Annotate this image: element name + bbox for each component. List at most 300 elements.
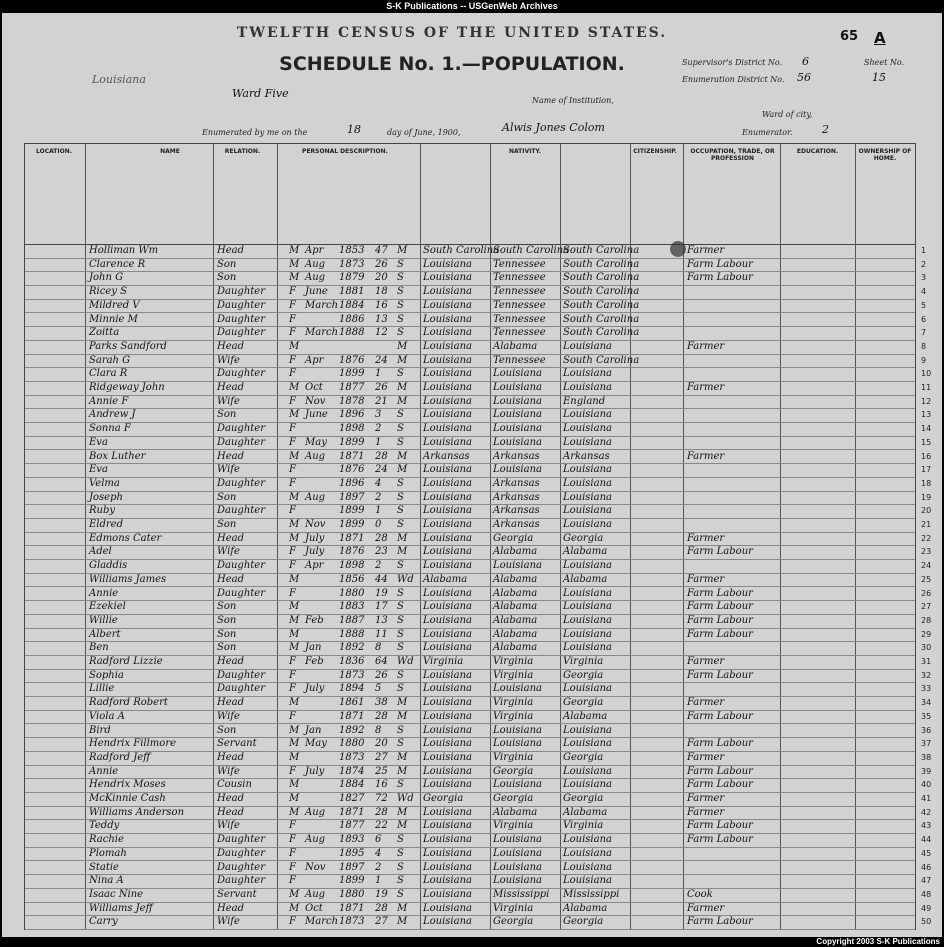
ward-label: Ward of city, <box>762 110 813 119</box>
cell-bp: Virginia <box>423 656 464 667</box>
cell-bp: Louisiana <box>423 697 472 709</box>
cell-ms: M <box>397 806 408 818</box>
cell-sex: F <box>289 765 296 777</box>
cell-rel: Head <box>217 793 245 804</box>
cell-rel: Daughter <box>217 313 265 325</box>
cell-age: 47 <box>375 245 388 256</box>
row-number: 29 <box>921 629 932 639</box>
cell-rel: Daughter <box>217 299 265 311</box>
row-number: 48 <box>921 889 932 899</box>
date-value: 18 <box>347 123 361 136</box>
cell-mon: Aug <box>305 258 326 270</box>
table-row <box>25 545 932 560</box>
cell-fp: Louisiana <box>493 847 542 859</box>
enumerator-label: Enumerator. <box>742 128 793 137</box>
cell-name: Mildred V <box>89 299 140 311</box>
cell-bp: Louisiana <box>423 477 472 489</box>
cell-rel: Daughter <box>217 683 265 695</box>
day-label: day of June, 1900, <box>387 128 461 137</box>
cell-occ: Farmer <box>687 793 725 804</box>
cell-yr: 1876 <box>339 546 365 558</box>
cell-sex: F <box>289 834 296 846</box>
cell-mon: Aug <box>305 272 326 284</box>
cell-yr: 1880 <box>339 888 365 900</box>
cell-fp: Louisiana <box>493 423 542 435</box>
cell-sex: M <box>289 902 300 914</box>
cell-yr: 1884 <box>339 779 365 791</box>
cell-fp: Tennessee <box>493 258 546 270</box>
cell-fp: Tennessee <box>493 299 546 311</box>
table-row <box>25 367 932 382</box>
cell-age: 19 <box>375 888 388 900</box>
cell-bp: Louisiana <box>423 395 472 407</box>
cell-bp: South Carolina <box>423 245 500 256</box>
cell-occ <box>687 504 779 518</box>
cell-occ: Farmer <box>687 697 725 709</box>
cell-mp: Georgia <box>563 697 604 709</box>
cell-bp: Louisiana <box>423 313 472 325</box>
cell-yr: 1880 <box>339 738 365 750</box>
cell-sex: F <box>289 286 296 298</box>
cell-name: Box Luther <box>89 450 146 462</box>
cell-rel: Head <box>217 751 245 763</box>
cell-mp: Louisiana <box>563 834 612 846</box>
cell-mp: Louisiana <box>563 724 612 736</box>
cell-name: Clara R <box>89 368 128 380</box>
cell-rel: Wife <box>217 820 240 832</box>
cell-name: Radford Robert <box>89 697 168 709</box>
cell-mp: Georgia <box>563 793 604 804</box>
cell-rel: Daughter <box>217 669 265 681</box>
row-number: 26 <box>921 588 932 598</box>
cell-occ <box>687 491 779 505</box>
census-title: TWELFTH CENSUS OF THE UNITED STATES. <box>236 25 668 41</box>
cell-occ <box>687 682 779 696</box>
cell-mp: Mississippi <box>563 888 620 900</box>
cell-name: Ezekiel <box>89 601 126 613</box>
cell-yr: 1896 <box>339 409 365 421</box>
cell-mp: Alabama <box>563 806 608 818</box>
cell-fp: Louisiana <box>493 724 542 736</box>
cell-yr: 1853 <box>339 245 365 256</box>
cell-rel: Wife <box>217 354 240 366</box>
cell-name: Ridgeway John <box>89 382 165 393</box>
cell-age: 2 <box>375 560 382 572</box>
state-value: Louisiana <box>92 73 146 86</box>
cell-fp: Georgia <box>493 916 534 928</box>
row-number: 21 <box>921 520 932 529</box>
cell-fp: Virginia <box>493 656 534 667</box>
cell-rel: Daughter <box>217 834 265 846</box>
cell-mp: Louisiana <box>563 519 612 530</box>
census-table <box>24 143 932 930</box>
cell-sex: F <box>289 656 296 667</box>
cell-mp: Louisiana <box>563 409 612 421</box>
cell-rel: Wife <box>217 546 240 558</box>
cell-name: Nina A <box>89 875 124 887</box>
row-number: 3 <box>921 273 927 283</box>
cell-name: Clarence R <box>89 258 146 270</box>
cell-age: 64 <box>375 656 388 667</box>
cell-bp: Alabama <box>423 573 468 585</box>
cell-name: Williams Anderson <box>89 806 185 818</box>
cell-name: Lillie <box>89 683 115 695</box>
cell-mon <box>305 669 337 683</box>
table-row <box>25 381 932 396</box>
cell-name: Bird <box>89 724 111 736</box>
cell-rel: Daughter <box>217 560 265 572</box>
cell-mp: Louisiana <box>563 505 612 517</box>
cell-occ <box>687 436 779 450</box>
cell-mp: Virginia <box>563 656 604 667</box>
cell-mon <box>305 313 337 327</box>
cell-mon: July <box>305 546 325 558</box>
cell-occ <box>687 477 779 491</box>
cell-mon: March <box>305 916 339 928</box>
cell-age: 21 <box>375 395 388 407</box>
cell-mon: Apr <box>305 560 324 572</box>
cell-rel: Daughter <box>217 423 265 435</box>
cell-bp: Louisiana <box>423 820 472 832</box>
cell-ms: S <box>397 847 404 859</box>
cell-age: 28 <box>375 902 388 914</box>
row-number: 20 <box>921 506 932 516</box>
cell-occ: Farmer <box>687 751 725 763</box>
cell-age: 28 <box>375 806 388 818</box>
cell-mon: May <box>305 436 327 448</box>
cell-yr: 1887 <box>339 614 365 626</box>
cell-mp: Louisiana <box>563 738 612 750</box>
cell-occ: Farm Labour <box>687 628 753 640</box>
cell-occ: Farmer <box>687 382 725 393</box>
cell-ms: S <box>397 614 404 626</box>
cell-occ <box>687 313 779 327</box>
cell-mon: Aug <box>305 888 326 900</box>
cell-occ: Farm Labour <box>687 779 753 791</box>
table-row <box>25 450 932 465</box>
cell-age: 28 <box>375 710 388 722</box>
cell-occ <box>687 559 779 573</box>
cell-fp: Georgia <box>493 793 534 804</box>
cell-age: 72 <box>375 793 388 804</box>
enumerated-label: Enumerated by me on the <box>202 128 308 137</box>
cell-sex: M <box>289 519 300 530</box>
cell-sex: M <box>289 628 300 640</box>
cell-yr: 1880 <box>339 587 365 599</box>
row-number: 30 <box>921 643 932 653</box>
cell-sex: M <box>289 245 300 256</box>
row-number: 17 <box>921 465 932 475</box>
row-number: 24 <box>921 561 932 571</box>
cell-yr: 1897 <box>339 861 365 873</box>
cell-yr: 1874 <box>339 765 365 777</box>
table-row <box>25 408 932 423</box>
cell-occ <box>687 518 779 532</box>
cell-age: 26 <box>375 258 388 270</box>
cell-yr: 1893 <box>339 834 365 846</box>
row-number: 35 <box>921 711 932 721</box>
cell-ms: S <box>397 286 404 298</box>
cell-bp: Louisiana <box>423 916 472 928</box>
cell-rel: Wife <box>217 765 240 777</box>
cell-bp: Louisiana <box>423 765 472 777</box>
cell-rel: Son <box>217 258 237 270</box>
table-row <box>25 491 932 506</box>
cell-sex: F <box>289 916 296 928</box>
cell-ms: S <box>397 875 404 887</box>
cell-mon: Aug <box>305 491 326 503</box>
cell-age: 13 <box>375 614 388 626</box>
cell-sex: F <box>289 395 296 407</box>
name-header: NAME <box>160 148 180 155</box>
cell-mp: Louisiana <box>563 340 612 352</box>
cell-fp: Louisiana <box>493 834 542 846</box>
cell-bp: Louisiana <box>423 861 472 873</box>
cell-bp: Louisiana <box>423 751 472 763</box>
cell-mon <box>305 587 337 601</box>
cell-sex: F <box>289 423 296 435</box>
cell-mp: Alabama <box>563 573 608 585</box>
cell-occ: Farm Labour <box>687 738 753 750</box>
cell-fp: Arkansas <box>493 477 540 489</box>
cell-mp: Louisiana <box>563 642 612 654</box>
cell-rel: Son <box>217 628 237 640</box>
table-row <box>25 532 932 547</box>
cell-occ <box>687 422 779 436</box>
table-row <box>25 682 932 697</box>
cell-ms: M <box>397 546 408 558</box>
cell-bp: Louisiana <box>423 669 472 681</box>
cell-ms: Wd <box>397 793 414 804</box>
cell-occ <box>687 395 779 409</box>
cell-occ: Farm Labour <box>687 272 753 284</box>
cell-fp: Louisiana <box>493 368 542 380</box>
cell-name: Williams James <box>89 573 167 585</box>
cell-bp: Louisiana <box>423 560 472 572</box>
cell-ms: M <box>397 751 408 763</box>
cell-fp: Louisiana <box>493 395 542 407</box>
cell-occ: Cook <box>687 888 713 900</box>
row-number: 5 <box>921 300 927 310</box>
cell-rel: Head <box>217 340 245 352</box>
cell-fp: Alabama <box>493 601 538 613</box>
row-number: 25 <box>921 574 932 584</box>
cell-ms: M <box>397 395 408 407</box>
cell-name: Hendrix Fillmore <box>89 738 177 750</box>
cell-name: Ricey S <box>89 286 127 298</box>
cell-fp: Louisiana <box>493 861 542 873</box>
cell-ms: S <box>397 601 404 613</box>
location-header: LOCATION. <box>35 148 73 155</box>
table-row <box>25 285 927 300</box>
cell-mon: Apr <box>305 245 324 256</box>
cell-bp: Louisiana <box>423 779 472 791</box>
cell-sex: F <box>289 875 296 887</box>
cell-sex: M <box>289 340 300 352</box>
cell-bp: Louisiana <box>423 738 472 750</box>
cell-mon: Jan <box>305 724 322 736</box>
cell-yr: 1898 <box>339 423 365 435</box>
table-row <box>25 710 932 725</box>
cell-ms: S <box>397 683 404 695</box>
cell-mon <box>305 463 337 477</box>
cell-mon <box>305 477 337 491</box>
cell-ms: Wd <box>397 656 414 667</box>
cell-mon: Nov <box>305 395 326 407</box>
cell-rel: Son <box>217 409 237 421</box>
table-row <box>25 737 932 752</box>
cell-rel: Head <box>217 656 245 667</box>
cell-sex: M <box>289 409 300 421</box>
cell-yr: 1899 <box>339 436 365 448</box>
cell-ms: S <box>397 313 404 325</box>
row-number: 42 <box>921 807 932 817</box>
cell-mp: South Carolina <box>563 245 640 256</box>
cell-occ: Farmer <box>687 806 725 818</box>
cell-yr: 1873 <box>339 916 365 928</box>
table-row <box>25 696 932 711</box>
table-row <box>25 915 932 930</box>
cell-sex: F <box>289 299 296 311</box>
row-number: 44 <box>921 835 932 845</box>
row-number: 19 <box>921 492 932 502</box>
table-row <box>25 244 927 259</box>
cell-name: Joseph <box>89 491 123 503</box>
cell-name: Rachie <box>89 834 124 846</box>
cell-bp: Louisiana <box>423 628 472 640</box>
cell-fp: Tennessee <box>493 313 546 325</box>
cell-name: Gladdis <box>89 560 128 572</box>
cell-mp: Louisiana <box>563 847 612 859</box>
cell-ms: M <box>397 710 408 722</box>
cell-fp: Virginia <box>493 902 534 914</box>
cell-age: 16 <box>375 299 388 311</box>
cell-rel: Daughter <box>217 875 265 887</box>
cell-mon: Apr <box>305 354 324 366</box>
cell-yr: 1876 <box>339 464 365 476</box>
cell-sex: M <box>289 697 300 709</box>
cell-ms: S <box>397 327 404 339</box>
row-number: 50 <box>921 917 932 927</box>
row-number: 40 <box>921 780 932 790</box>
cell-bp: Georgia <box>423 793 464 804</box>
cell-fp: South Carolina <box>493 245 570 256</box>
sheet-value: 15 <box>872 71 886 84</box>
row-number: 32 <box>921 670 932 680</box>
cell-occ <box>687 641 779 655</box>
cell-rel: Son <box>217 519 237 530</box>
cell-rel: Head <box>217 902 245 914</box>
row-number: 27 <box>921 602 932 612</box>
cell-fp: Virginia <box>493 820 534 832</box>
cell-sex: F <box>289 477 296 489</box>
table-row <box>25 669 932 684</box>
cell-name: Eldred <box>89 519 123 530</box>
cell-ms: S <box>397 409 404 421</box>
cell-occ <box>687 463 779 477</box>
cell-mp: England <box>563 395 606 407</box>
cell-bp: Louisiana <box>423 614 472 626</box>
cell-age: 5 <box>375 683 382 695</box>
relation-header: RELATION. <box>224 148 261 155</box>
enumerator-name: Alwis Jones Colom <box>502 121 605 134</box>
cell-ms: S <box>397 724 404 736</box>
cell-fp: Tennessee <box>493 286 546 298</box>
cell-rel: Wife <box>217 395 240 407</box>
cell-fp: Alabama <box>493 573 538 585</box>
cell-bp: Arkansas <box>423 450 470 462</box>
occupation-header: OCCUPATION, TRADE, OR PROFESSION <box>690 148 775 162</box>
cell-age: 3 <box>375 409 382 421</box>
cell-ms: M <box>397 340 408 352</box>
cell-mon: Jan <box>305 642 322 654</box>
table-row <box>25 600 932 615</box>
footer-bar <box>0 937 944 947</box>
cell-fp: Alabama <box>493 614 538 626</box>
cell-fp: Mississippi <box>493 888 550 900</box>
cell-sex: F <box>289 436 296 448</box>
cell-name: Adel <box>89 546 112 558</box>
cell-bp: Louisiana <box>423 436 472 448</box>
cell-fp: Louisiana <box>493 560 542 572</box>
cell-name: Radford Lizzie <box>89 656 163 667</box>
cell-ms: Wd <box>397 573 414 585</box>
cell-rel: Daughter <box>217 587 265 599</box>
table-row <box>25 340 927 355</box>
cell-yr: 1892 <box>339 642 365 654</box>
cell-age: 28 <box>375 532 388 544</box>
cell-sex: M <box>289 573 300 585</box>
sheet-label: Sheet No. <box>864 58 905 67</box>
cell-age: 13 <box>375 313 388 325</box>
cell-occ: Farm Labour <box>687 258 753 270</box>
cell-mp: South Carolina <box>563 286 640 298</box>
institution-label: Name of Institution, <box>532 96 614 105</box>
row-number: 45 <box>921 848 932 858</box>
cell-name: Ruby <box>89 505 116 517</box>
cell-occ: Farm Labour <box>687 710 753 722</box>
row-number: 33 <box>921 684 932 694</box>
page-number: 65 <box>840 29 859 44</box>
cell-fp: Alabama <box>493 806 538 818</box>
cell-bp: Louisiana <box>423 505 472 517</box>
cell-rel: Son <box>217 601 237 613</box>
cell-bp: Louisiana <box>423 464 472 476</box>
cell-yr: 1871 <box>339 532 365 544</box>
cell-bp: Louisiana <box>423 519 472 530</box>
cell-ms: M <box>397 464 408 476</box>
cell-ms: S <box>397 436 404 448</box>
cell-ms: S <box>397 738 404 750</box>
cell-mon <box>305 778 337 792</box>
cell-fp: Arkansas <box>493 491 540 503</box>
cell-bp: Louisiana <box>423 683 472 695</box>
cell-age: 6 <box>375 834 382 846</box>
cell-yr <box>339 340 373 354</box>
cell-bp: Louisiana <box>423 847 472 859</box>
cell-mon: Aug <box>305 834 326 846</box>
cell-mp: Georgia <box>563 751 604 763</box>
cell-mp: Louisiana <box>563 477 612 489</box>
cell-bp: Louisiana <box>423 806 472 818</box>
cell-mp: Louisiana <box>563 861 612 873</box>
table-row <box>25 614 932 629</box>
cell-ms: S <box>397 368 404 380</box>
row-number: 43 <box>921 821 932 831</box>
cell-occ: Farm Labour <box>687 834 753 846</box>
table-row <box>25 504 932 519</box>
cell-name: Albert <box>89 628 121 640</box>
